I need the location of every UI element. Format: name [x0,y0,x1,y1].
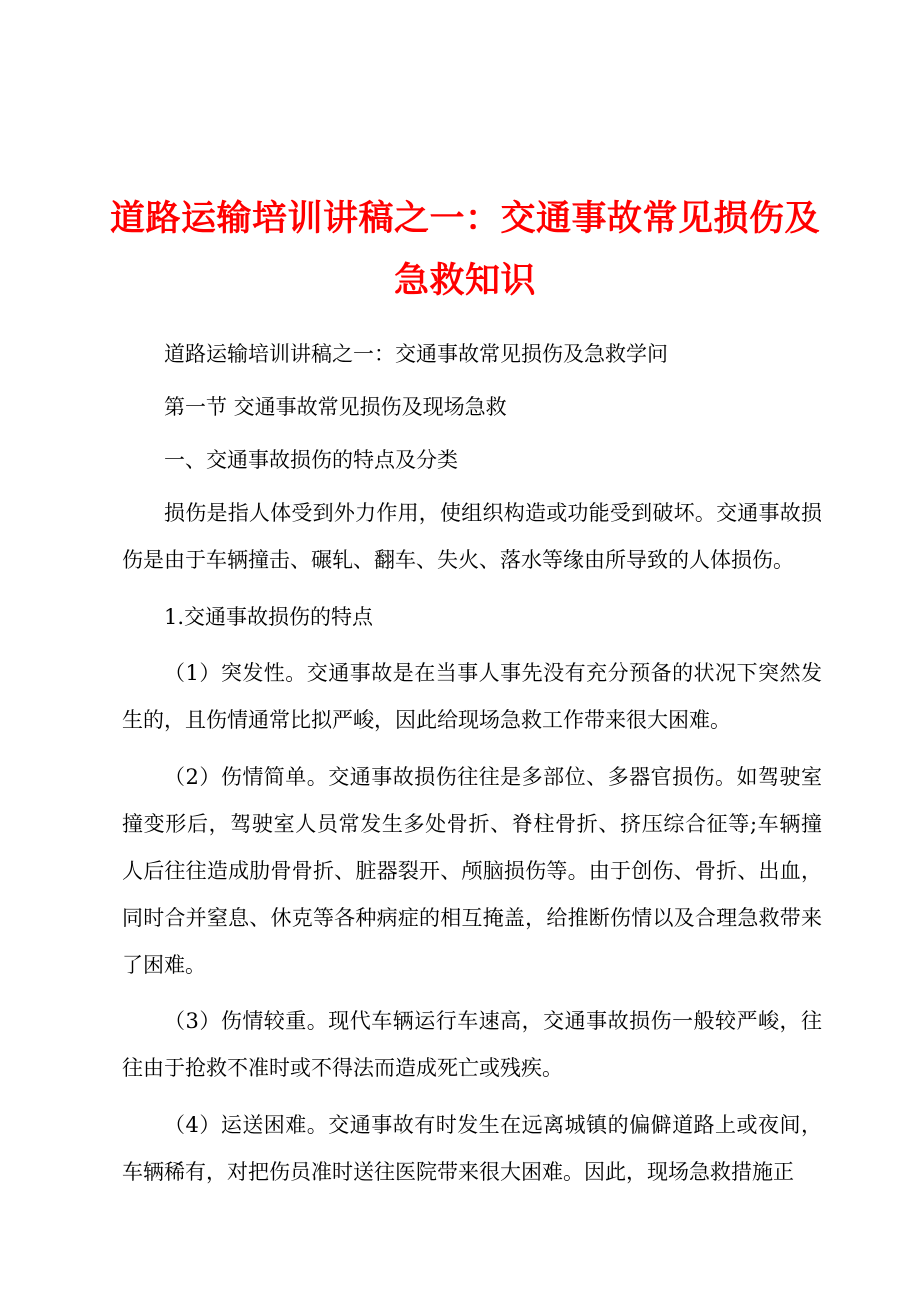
list-heading: 1.交通事故损伤的特点 [164,604,374,629]
list-item-paragraph: （2）伤情简单。交通事故损伤往往是多部位、多器官损伤。如驾驶室撞变形后，驾驶室人员常发生多处骨折、脊柱骨折、挤压综合征等;车辆撞人后往往造成肋骨骨折、脏器裂开、颅脑损伤等。由于创伤、骨折、出血，同时合并窒息、休克等各种病症的相互掩盖，给推断伤情以及合理急救带来了困难。 [122,764,822,977]
document-title: 道路运输培训讲稿之一：交通事故常见损伤及急救知识 [110,198,821,301]
list-item-paragraph: （1）突发性。交通事故是在当事人事先没有充分预备的状况下突然发生的，且伤情通常比拟严峻，因此给现场急救工作带来很大困难。 [122,661,822,732]
list-item-paragraph: （4）运送困难。交通事故有时发生在远离城镇的偏僻道路上或夜间，车辆稀有，对把伤员准时送往医院带来很大困难。因此，现场急救措施正 [122,1112,822,1184]
document-body [122,331,822,1205]
body-paragraph: 损伤是指人体受到外力作用，使组织构造或功能受到破坏。交通事故损伤是由于车辆撞击、碾轧、翻车、失火、落水等缘由所导致的人体损伤。 [122,501,822,572]
section-heading: 第一节 交通事故常见损伤及现场急救 [164,395,507,419]
list-item-paragraph: （3）伤情较重。现代车辆运行车速高，交通事故损伤一般较严峻，往往由于抢救不准时或不得法而造成死亡或残疾。 [122,1009,822,1080]
subsection-heading: 一、交通事故损伤的特点及分类 [164,448,458,472]
subtitle-paragraph: 道路运输培训讲稿之一：交通事故常见损伤及急救学问 [164,342,668,366]
